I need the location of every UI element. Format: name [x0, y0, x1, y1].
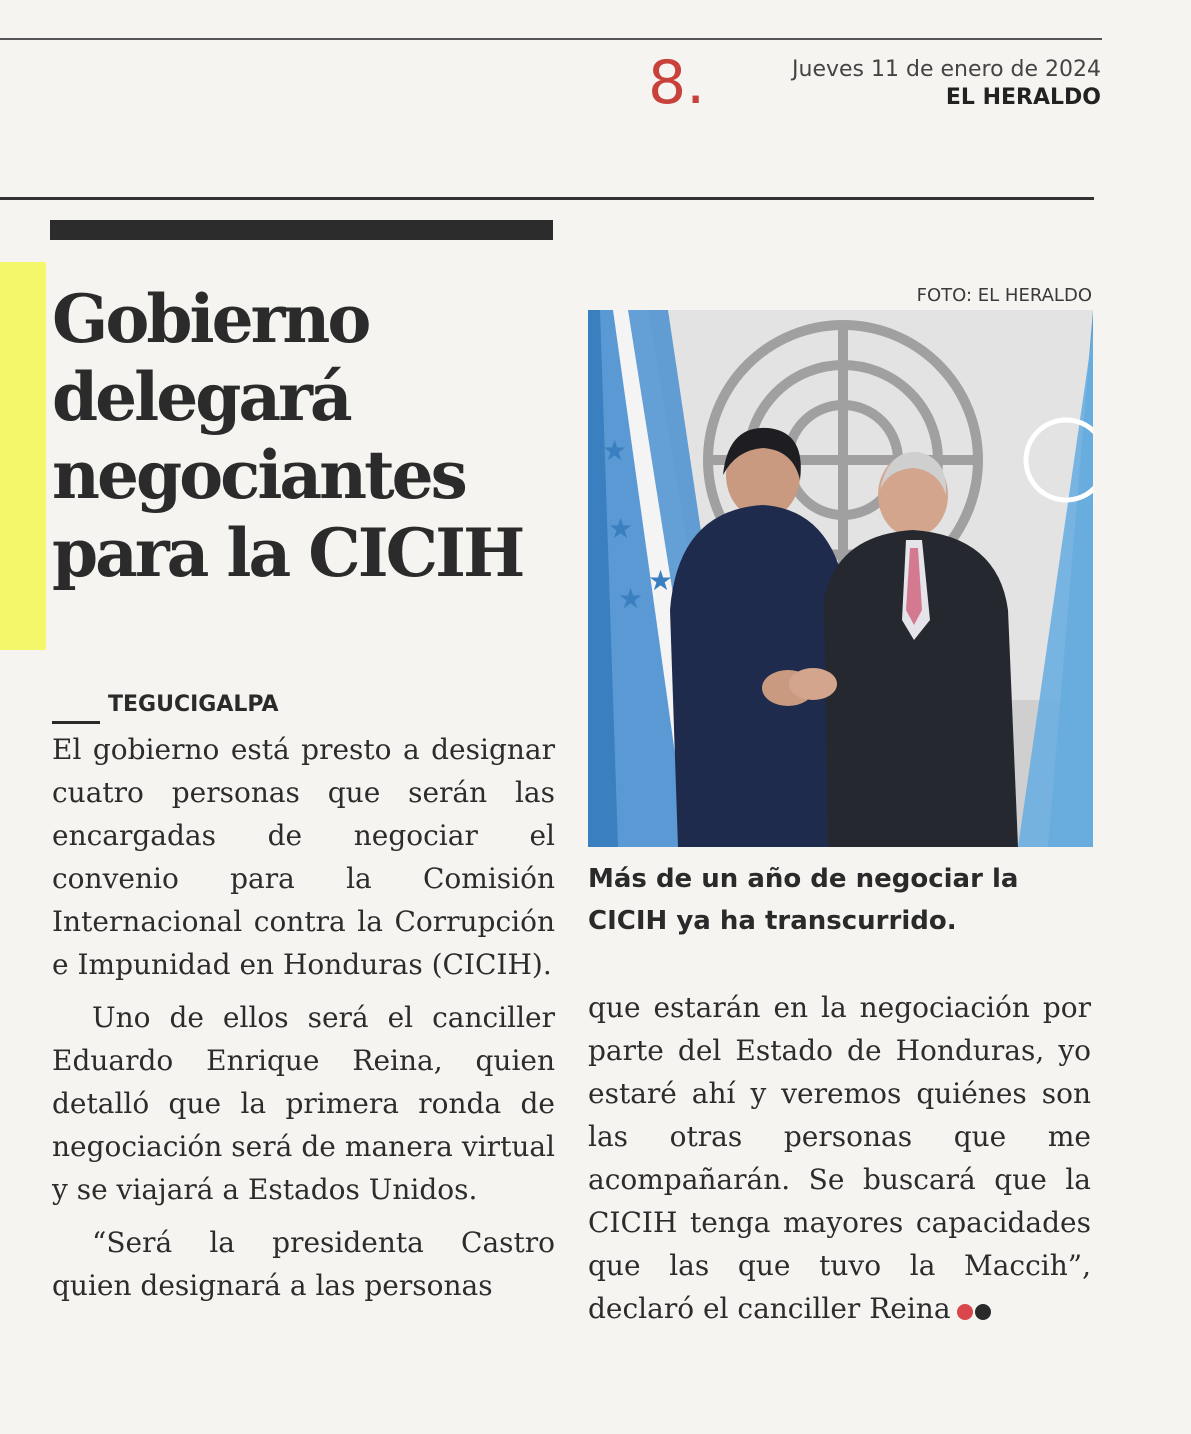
- photo-caption: Más de un año de negociar la CICIH ya ha transcurrido.: [588, 864, 1019, 936]
- article-headline: Gobierno delegará negociantes para la CICIH: [52, 280, 523, 592]
- article-paragraph-continued: [588, 986, 1091, 1332]
- svg-text:★: ★: [608, 512, 634, 545]
- end-dot-black: [975, 1304, 991, 1320]
- svg-text:★: ★: [648, 564, 674, 597]
- end-dot-red: [957, 1304, 973, 1320]
- svg-text:★: ★: [618, 582, 644, 615]
- article-paragraph: “Será la presidenta Castro quien designará a las personas: [52, 1226, 555, 1302]
- article-paragraph: El gobierno está presto a designar cuatro personas que serán las encargadas de negociar el convenio para la Comisión Internacional contra la Corrupción e Impunidad en Honduras (CICIH).: [52, 733, 555, 981]
- headline-bar: [50, 220, 553, 240]
- issue-date: Jueves 11 de enero de 2024: [792, 57, 1101, 82]
- article-photo: [588, 310, 1093, 847]
- photo-illustration: [588, 310, 1093, 847]
- publication-name: EL HERALDO: [945, 85, 1101, 110]
- kicker-rule: [52, 721, 100, 724]
- article-paragraph: Uno de ellos será el canciller Eduardo Enrique Reina, quien detalló que la primera ronda de negociación será de manera virtual y se viajará a Estados Unidos.: [52, 1001, 555, 1206]
- svg-text:★: ★: [602, 434, 628, 467]
- section-rule: [0, 197, 1094, 200]
- marker-highlight: [0, 262, 46, 650]
- article-column-1: [52, 728, 555, 1317]
- kicker-location: TEGUCIGALPA: [108, 692, 279, 717]
- article-column-2: [588, 986, 1091, 1342]
- end-of-article-mark: [957, 1289, 993, 1332]
- article-paragraph-text: que estarán en la negociación por parte del Estado de Honduras, yo estaré ahí y veremos quiénes son las otras personas que me acompañarán. Se buscará que la CICIH tenga mayores capacidades que las que tuvo la Maccih”, declaró el canciller Reina: [588, 991, 1091, 1325]
- photo-credit: FOTO: EL HERALDO: [916, 285, 1092, 306]
- page-number: 8.: [648, 48, 706, 118]
- top-rule: [0, 38, 1102, 40]
